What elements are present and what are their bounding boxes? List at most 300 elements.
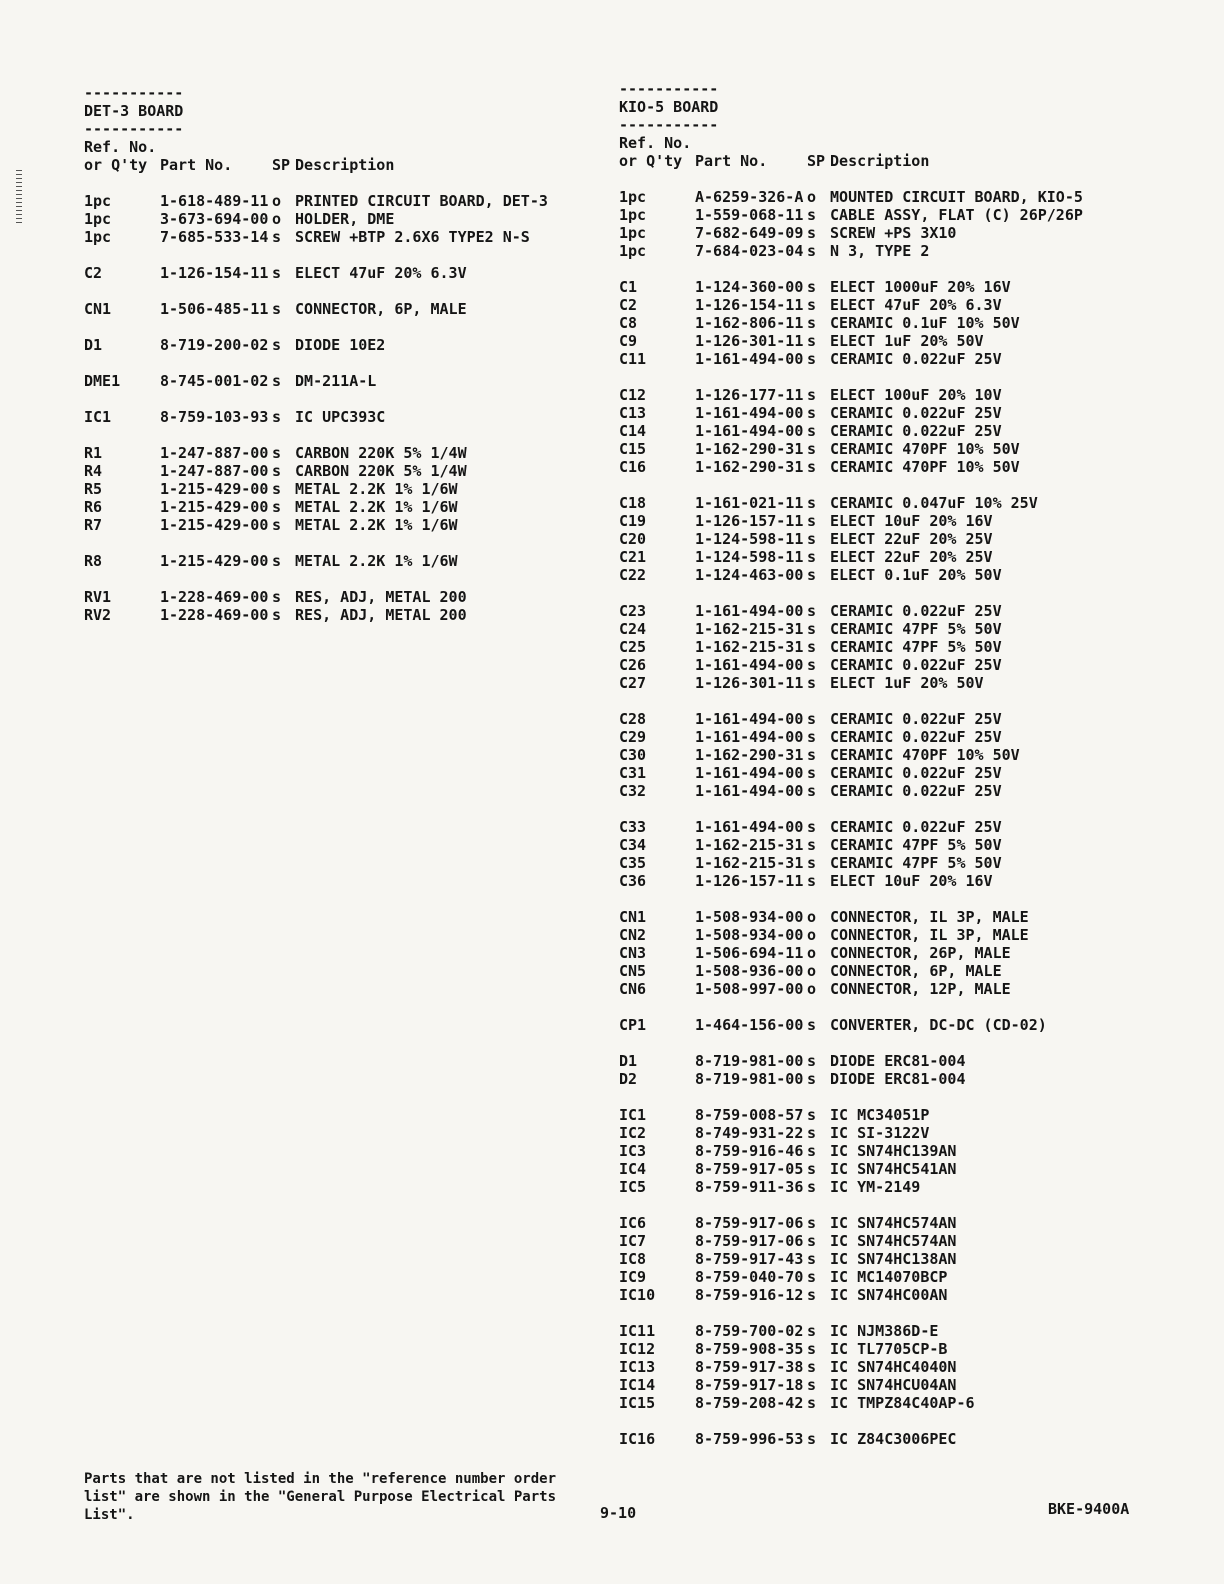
column-header-ref-line: Ref. No. xyxy=(619,134,692,152)
part-row xyxy=(84,336,548,354)
part-description: CONVERTER, DC-DC (CD-02) xyxy=(830,1016,1047,1034)
part-number: 1-247-887-00 xyxy=(160,462,269,480)
part-ref: 1pc xyxy=(619,224,647,242)
part-sp: s xyxy=(272,228,282,246)
part-ref: RV1 xyxy=(84,588,112,606)
header-sp: SP xyxy=(807,152,826,170)
part-row xyxy=(619,314,1083,332)
parts-group xyxy=(84,264,548,282)
part-row xyxy=(619,1214,1083,1232)
part-row xyxy=(619,980,1083,998)
part-ref: R7 xyxy=(84,516,103,534)
part-number: 1-126-301-11 xyxy=(695,332,804,350)
parts-group xyxy=(619,710,1083,800)
header-gap xyxy=(84,174,548,192)
part-sp: s xyxy=(272,372,282,390)
part-sp: o xyxy=(807,980,817,998)
part-number: 8-759-917-05 xyxy=(695,1160,804,1178)
part-row xyxy=(84,300,548,318)
part-description: CONNECTOR, 12P, MALE xyxy=(830,980,1011,998)
part-description: HOLDER, DME xyxy=(295,210,395,228)
part-row xyxy=(84,588,548,606)
part-description: METAL 2.2K 1% 1/6W xyxy=(295,552,458,570)
part-row xyxy=(619,548,1083,566)
part-row xyxy=(619,1052,1083,1070)
part-row xyxy=(84,462,548,480)
part-row xyxy=(619,764,1083,782)
part-description: RES, ADJ, METAL 200 xyxy=(295,588,467,606)
part-number: 1-162-290-31 xyxy=(695,458,804,476)
part-sp: s xyxy=(807,728,817,746)
part-sp: s xyxy=(807,1124,817,1142)
part-row xyxy=(619,818,1083,836)
part-sp: s xyxy=(807,602,817,620)
part-ref: IC1 xyxy=(84,408,112,426)
part-sp: s xyxy=(807,782,817,800)
part-ref: IC8 xyxy=(619,1250,647,1268)
part-sp: s xyxy=(807,1268,817,1286)
part-row xyxy=(619,206,1083,224)
part-row xyxy=(619,422,1083,440)
header-part-no: Part No. xyxy=(160,156,233,174)
part-number: 1-161-494-00 xyxy=(695,602,804,620)
part-sp: s xyxy=(807,710,817,728)
part-row xyxy=(84,192,548,210)
part-row xyxy=(619,440,1083,458)
part-ref: D1 xyxy=(619,1052,638,1070)
part-number: 1-124-598-11 xyxy=(695,530,804,548)
part-row xyxy=(84,372,548,390)
part-sp: s xyxy=(807,350,817,368)
part-sp: s xyxy=(807,872,817,890)
part-sp: s xyxy=(807,1340,817,1358)
header-part-no: Part No. xyxy=(695,152,768,170)
part-row xyxy=(619,1142,1083,1160)
part-sp: o xyxy=(272,192,282,210)
parts-group xyxy=(84,300,548,318)
part-number: 7-682-649-09 xyxy=(695,224,804,242)
part-sp: s xyxy=(807,1358,817,1376)
part-description: CERAMIC 0.022uF 25V xyxy=(830,728,1002,746)
part-sp: s xyxy=(272,462,282,480)
part-sp: s xyxy=(807,242,817,260)
parts-group xyxy=(84,444,548,534)
part-ref: C22 xyxy=(619,566,647,584)
part-row xyxy=(84,516,548,534)
part-row xyxy=(619,926,1083,944)
part-description: CONNECTOR, IL 3P, MALE xyxy=(830,908,1029,926)
part-sp: s xyxy=(807,296,817,314)
part-number: 8-759-908-35 xyxy=(695,1340,804,1358)
part-number: 8-759-917-06 xyxy=(695,1214,804,1232)
part-ref: C27 xyxy=(619,674,647,692)
part-description: IC NJM386D-E xyxy=(830,1322,939,1340)
part-description: IC SN74HC139AN xyxy=(830,1142,957,1160)
part-row xyxy=(619,332,1083,350)
part-row xyxy=(619,458,1083,476)
part-number: 1-215-429-00 xyxy=(160,498,269,516)
part-sp: s xyxy=(807,530,817,548)
part-description: CARBON 220K 5% 1/4W xyxy=(295,462,467,480)
part-sp: s xyxy=(807,620,817,638)
part-number: 1-162-215-31 xyxy=(695,836,804,854)
part-row xyxy=(84,480,548,498)
part-number: 8-759-996-53 xyxy=(695,1430,804,1448)
part-description: ELECT 22uF 20% 25V xyxy=(830,530,993,548)
part-description: MOUNTED CIRCUIT BOARD, KIO-5 xyxy=(830,188,1083,206)
part-row xyxy=(619,746,1083,764)
part-description: ELECT 10uF 20% 16V xyxy=(830,512,993,530)
part-ref: D2 xyxy=(619,1070,638,1088)
part-description: PRINTED CIRCUIT BOARD, DET-3 xyxy=(295,192,548,210)
part-description: ELECT 1uF 20% 50V xyxy=(830,674,984,692)
part-sp: o xyxy=(272,210,282,228)
part-row xyxy=(619,1250,1083,1268)
part-ref: C19 xyxy=(619,512,647,530)
section-rule: ----------- xyxy=(619,80,719,98)
part-ref: C33 xyxy=(619,818,647,836)
part-number: 1-126-177-11 xyxy=(695,386,804,404)
header-ref: or Q'ty xyxy=(619,152,683,170)
part-row xyxy=(619,1160,1083,1178)
footnote-line: List". xyxy=(84,1507,135,1523)
part-sp: s xyxy=(807,566,817,584)
parts-group xyxy=(619,1214,1083,1304)
part-ref: IC16 xyxy=(619,1430,656,1448)
part-row xyxy=(619,404,1083,422)
part-ref: IC7 xyxy=(619,1232,647,1250)
part-ref: C25 xyxy=(619,638,647,656)
part-number: 1-124-463-00 xyxy=(695,566,804,584)
part-sp: s xyxy=(272,300,282,318)
part-row xyxy=(619,494,1083,512)
part-description: ELECT 1uF 20% 50V xyxy=(830,332,984,350)
part-row xyxy=(619,638,1083,656)
part-sp: s xyxy=(807,1178,817,1196)
part-sp: s xyxy=(807,1286,817,1304)
part-row xyxy=(619,530,1083,548)
part-sp: s xyxy=(272,606,282,624)
part-ref: C20 xyxy=(619,530,647,548)
part-sp: s xyxy=(807,1394,817,1412)
part-number: 1-215-429-00 xyxy=(160,552,269,570)
header-description: Description xyxy=(295,156,395,174)
part-row xyxy=(84,408,548,426)
part-description: SCREW +PS 3X10 xyxy=(830,224,957,242)
part-row xyxy=(619,1268,1083,1286)
part-ref: CN6 xyxy=(619,980,647,998)
part-sp: s xyxy=(807,494,817,512)
part-ref: C12 xyxy=(619,386,647,404)
part-row xyxy=(84,228,548,246)
part-number: 1-126-157-11 xyxy=(695,512,804,530)
part-sp: s xyxy=(807,224,817,242)
footnote-line: Parts that are not listed in the "reference number order xyxy=(84,1471,557,1487)
part-sp: o xyxy=(807,962,817,980)
part-number: 8-759-916-12 xyxy=(695,1286,804,1304)
part-number: 1-126-301-11 xyxy=(695,674,804,692)
part-description: CERAMIC 0.022uF 25V xyxy=(830,404,1002,422)
part-number: 1-161-494-00 xyxy=(695,710,804,728)
part-ref: IC15 xyxy=(619,1394,656,1412)
part-row xyxy=(619,1286,1083,1304)
parts-group xyxy=(619,278,1083,368)
part-ref: R6 xyxy=(84,498,103,516)
part-ref: C8 xyxy=(619,314,638,332)
part-sp: s xyxy=(272,336,282,354)
parts-group xyxy=(84,408,548,426)
part-number: 1-506-694-11 xyxy=(695,944,804,962)
part-sp: s xyxy=(807,638,817,656)
part-row xyxy=(619,1340,1083,1358)
part-number: 8-759-911-36 xyxy=(695,1178,804,1196)
part-ref: C34 xyxy=(619,836,647,854)
part-row xyxy=(619,1016,1083,1034)
part-number: 1-124-360-00 xyxy=(695,278,804,296)
part-ref: C18 xyxy=(619,494,647,512)
part-number: 1-162-215-31 xyxy=(695,638,804,656)
board-title: DET-3 BOARD xyxy=(84,102,184,120)
part-ref: C30 xyxy=(619,746,647,764)
part-ref: 1pc xyxy=(84,192,112,210)
part-sp: o xyxy=(807,908,817,926)
part-number: 1-162-290-31 xyxy=(695,746,804,764)
section-rule: ----------- xyxy=(84,84,184,102)
part-sp: s xyxy=(807,1430,817,1448)
part-sp: s xyxy=(807,1016,817,1034)
part-row xyxy=(619,350,1083,368)
part-description: CONNECTOR, 26P, MALE xyxy=(830,944,1011,962)
part-ref: 1pc xyxy=(84,228,112,246)
part-ref: C24 xyxy=(619,620,647,638)
part-description: CABLE ASSY, FLAT (C) 26P/26P xyxy=(830,206,1083,224)
parts-group xyxy=(619,386,1083,476)
header-ref: or Q'ty xyxy=(84,156,148,174)
part-ref: CN5 xyxy=(619,962,647,980)
part-ref: C13 xyxy=(619,404,647,422)
part-description: CONNECTOR, 6P, MALE xyxy=(830,962,1002,980)
part-ref: IC10 xyxy=(619,1286,656,1304)
part-sp: s xyxy=(807,1250,817,1268)
part-description: CERAMIC 0.022uF 25V xyxy=(830,656,1002,674)
part-sp: s xyxy=(272,480,282,498)
part-row xyxy=(619,224,1083,242)
part-ref: C11 xyxy=(619,350,647,368)
part-number: 1-161-494-00 xyxy=(695,422,804,440)
part-description: IC SN74HC574AN xyxy=(830,1214,957,1232)
part-number: 1-618-489-11 xyxy=(160,192,269,210)
part-number: 8-759-917-18 xyxy=(695,1376,804,1394)
part-number: 8-759-917-38 xyxy=(695,1358,804,1376)
part-ref: CN2 xyxy=(619,926,647,944)
part-number: 1-228-469-00 xyxy=(160,588,269,606)
part-description: CERAMIC 0.022uF 25V xyxy=(830,818,1002,836)
part-ref: 1pc xyxy=(619,188,647,206)
part-description: CERAMIC 47PF 5% 50V xyxy=(830,854,1002,872)
part-ref: R8 xyxy=(84,552,103,570)
part-row xyxy=(619,1070,1083,1088)
part-row xyxy=(619,1232,1083,1250)
part-ref: IC6 xyxy=(619,1214,647,1232)
part-number: 1-215-429-00 xyxy=(160,516,269,534)
part-description: METAL 2.2K 1% 1/6W xyxy=(295,516,458,534)
footnote xyxy=(84,1470,556,1524)
part-sp: s xyxy=(807,206,817,224)
parts-group xyxy=(84,588,548,624)
part-ref: IC9 xyxy=(619,1268,647,1286)
part-description: ELECT 10uF 20% 16V xyxy=(830,872,993,890)
part-sp: s xyxy=(272,498,282,516)
part-description: DIODE 10E2 xyxy=(295,336,386,354)
part-description: ELECT 22uF 20% 25V xyxy=(830,548,993,566)
part-row xyxy=(619,908,1083,926)
parts-group xyxy=(619,908,1083,998)
part-row xyxy=(619,962,1083,980)
part-sp: s xyxy=(807,674,817,692)
part-description: IC SI-3122V xyxy=(830,1124,930,1142)
part-row xyxy=(84,444,548,462)
part-row xyxy=(619,1106,1083,1124)
part-number: 1-162-290-31 xyxy=(695,440,804,458)
part-sp: s xyxy=(807,1142,817,1160)
part-number: 1-215-429-00 xyxy=(160,480,269,498)
part-number: 8-759-040-70 xyxy=(695,1268,804,1286)
part-ref: C29 xyxy=(619,728,647,746)
part-ref: C2 xyxy=(619,296,638,314)
part-sp: s xyxy=(807,764,817,782)
part-ref: IC5 xyxy=(619,1178,647,1196)
part-row xyxy=(619,1358,1083,1376)
part-number: 1-124-598-11 xyxy=(695,548,804,566)
part-number: 1-126-154-11 xyxy=(160,264,269,282)
part-number: 1-161-494-00 xyxy=(695,350,804,368)
part-ref: C23 xyxy=(619,602,647,620)
part-row xyxy=(619,188,1083,206)
part-description: ELECT 1000uF 20% 16V xyxy=(830,278,1011,296)
part-description: CERAMIC 47PF 5% 50V xyxy=(830,836,1002,854)
part-row xyxy=(84,552,548,570)
part-row xyxy=(84,264,548,282)
part-ref: C36 xyxy=(619,872,647,890)
part-description: N 3, TYPE 2 xyxy=(830,242,930,260)
parts-group xyxy=(619,818,1083,890)
part-description: IC SN74HC138AN xyxy=(830,1250,957,1268)
part-number: 1-161-494-00 xyxy=(695,818,804,836)
part-sp: s xyxy=(807,404,817,422)
part-sp: s xyxy=(807,656,817,674)
part-sp: s xyxy=(807,314,817,332)
part-description: CERAMIC 47PF 5% 50V xyxy=(830,620,1002,638)
part-number: 1-559-068-11 xyxy=(695,206,804,224)
part-sp: s xyxy=(807,512,817,530)
parts-group xyxy=(619,602,1083,692)
document-code: BKE-9400A xyxy=(1048,1500,1130,1518)
part-row xyxy=(619,1322,1083,1340)
part-ref: IC13 xyxy=(619,1358,656,1376)
part-description: IC SN74HC541AN xyxy=(830,1160,957,1178)
parts-group xyxy=(84,552,548,570)
part-row xyxy=(619,566,1083,584)
det3-parts-column xyxy=(84,84,548,642)
parts-group xyxy=(619,1016,1083,1034)
part-row xyxy=(619,836,1083,854)
part-description: IC SN74HC4040N xyxy=(830,1358,957,1376)
parts-group xyxy=(619,1322,1083,1412)
part-sp: s xyxy=(807,458,817,476)
part-description: IC SN74HC00AN xyxy=(830,1286,948,1304)
part-ref: R1 xyxy=(84,444,103,462)
part-number: 7-684-023-04 xyxy=(695,242,804,260)
part-ref: C16 xyxy=(619,458,647,476)
part-sp: s xyxy=(807,818,817,836)
part-ref: IC2 xyxy=(619,1124,647,1142)
part-sp: s xyxy=(807,332,817,350)
part-sp: s xyxy=(272,552,282,570)
part-sp: s xyxy=(807,548,817,566)
part-sp: s xyxy=(807,1106,817,1124)
part-sp: s xyxy=(807,440,817,458)
part-number: 1-464-156-00 xyxy=(695,1016,804,1034)
part-row xyxy=(619,944,1083,962)
part-description: CERAMIC 0.022uF 25V xyxy=(830,764,1002,782)
part-description: DM-211A-L xyxy=(295,372,377,390)
part-description: CERAMIC 0.022uF 25V xyxy=(830,422,1002,440)
part-ref: C31 xyxy=(619,764,647,782)
part-row xyxy=(619,1124,1083,1142)
parts-group xyxy=(619,1106,1083,1196)
kio5-parts-column xyxy=(619,80,1083,1466)
part-sp: s xyxy=(272,408,282,426)
part-description: IC Z84C3006PEC xyxy=(830,1430,957,1448)
part-ref: C15 xyxy=(619,440,647,458)
part-row xyxy=(619,296,1083,314)
part-sp: s xyxy=(272,516,282,534)
part-sp: s xyxy=(807,422,817,440)
part-description: CERAMIC 0.022uF 25V xyxy=(830,602,1002,620)
part-ref: C35 xyxy=(619,854,647,872)
header-description: Description xyxy=(830,152,930,170)
section-rule: ----------- xyxy=(619,116,719,134)
part-number: 1-228-469-00 xyxy=(160,606,269,624)
part-ref: IC3 xyxy=(619,1142,647,1160)
part-description: CERAMIC 470PF 10% 50V xyxy=(830,746,1020,764)
part-sp: s xyxy=(807,1232,817,1250)
part-description: IC TL7705CP-B xyxy=(830,1340,948,1358)
part-ref: C28 xyxy=(619,710,647,728)
part-row xyxy=(619,674,1083,692)
part-description: CARBON 220K 5% 1/4W xyxy=(295,444,467,462)
part-number: 1-247-887-00 xyxy=(160,444,269,462)
part-number: 1-126-154-11 xyxy=(695,296,804,314)
part-sp: s xyxy=(807,278,817,296)
parts-group xyxy=(619,494,1083,584)
part-row xyxy=(619,386,1083,404)
part-number: 1-161-494-00 xyxy=(695,656,804,674)
part-ref: C21 xyxy=(619,548,647,566)
part-number: 1-508-997-00 xyxy=(695,980,804,998)
part-description: IC MC34051P xyxy=(830,1106,930,1124)
part-row xyxy=(619,512,1083,530)
part-description: DIODE ERC81-004 xyxy=(830,1070,966,1088)
part-description: IC YM-2149 xyxy=(830,1178,921,1196)
part-description: IC TMPZ84C40AP-6 xyxy=(830,1394,975,1412)
part-number: 1-162-215-31 xyxy=(695,620,804,638)
part-number: 1-161-494-00 xyxy=(695,728,804,746)
part-number: A-6259-326-A xyxy=(695,188,804,206)
part-number: 7-685-533-14 xyxy=(160,228,269,246)
part-ref: RV2 xyxy=(84,606,112,624)
part-description: ELECT 100uF 20% 10V xyxy=(830,386,1002,404)
